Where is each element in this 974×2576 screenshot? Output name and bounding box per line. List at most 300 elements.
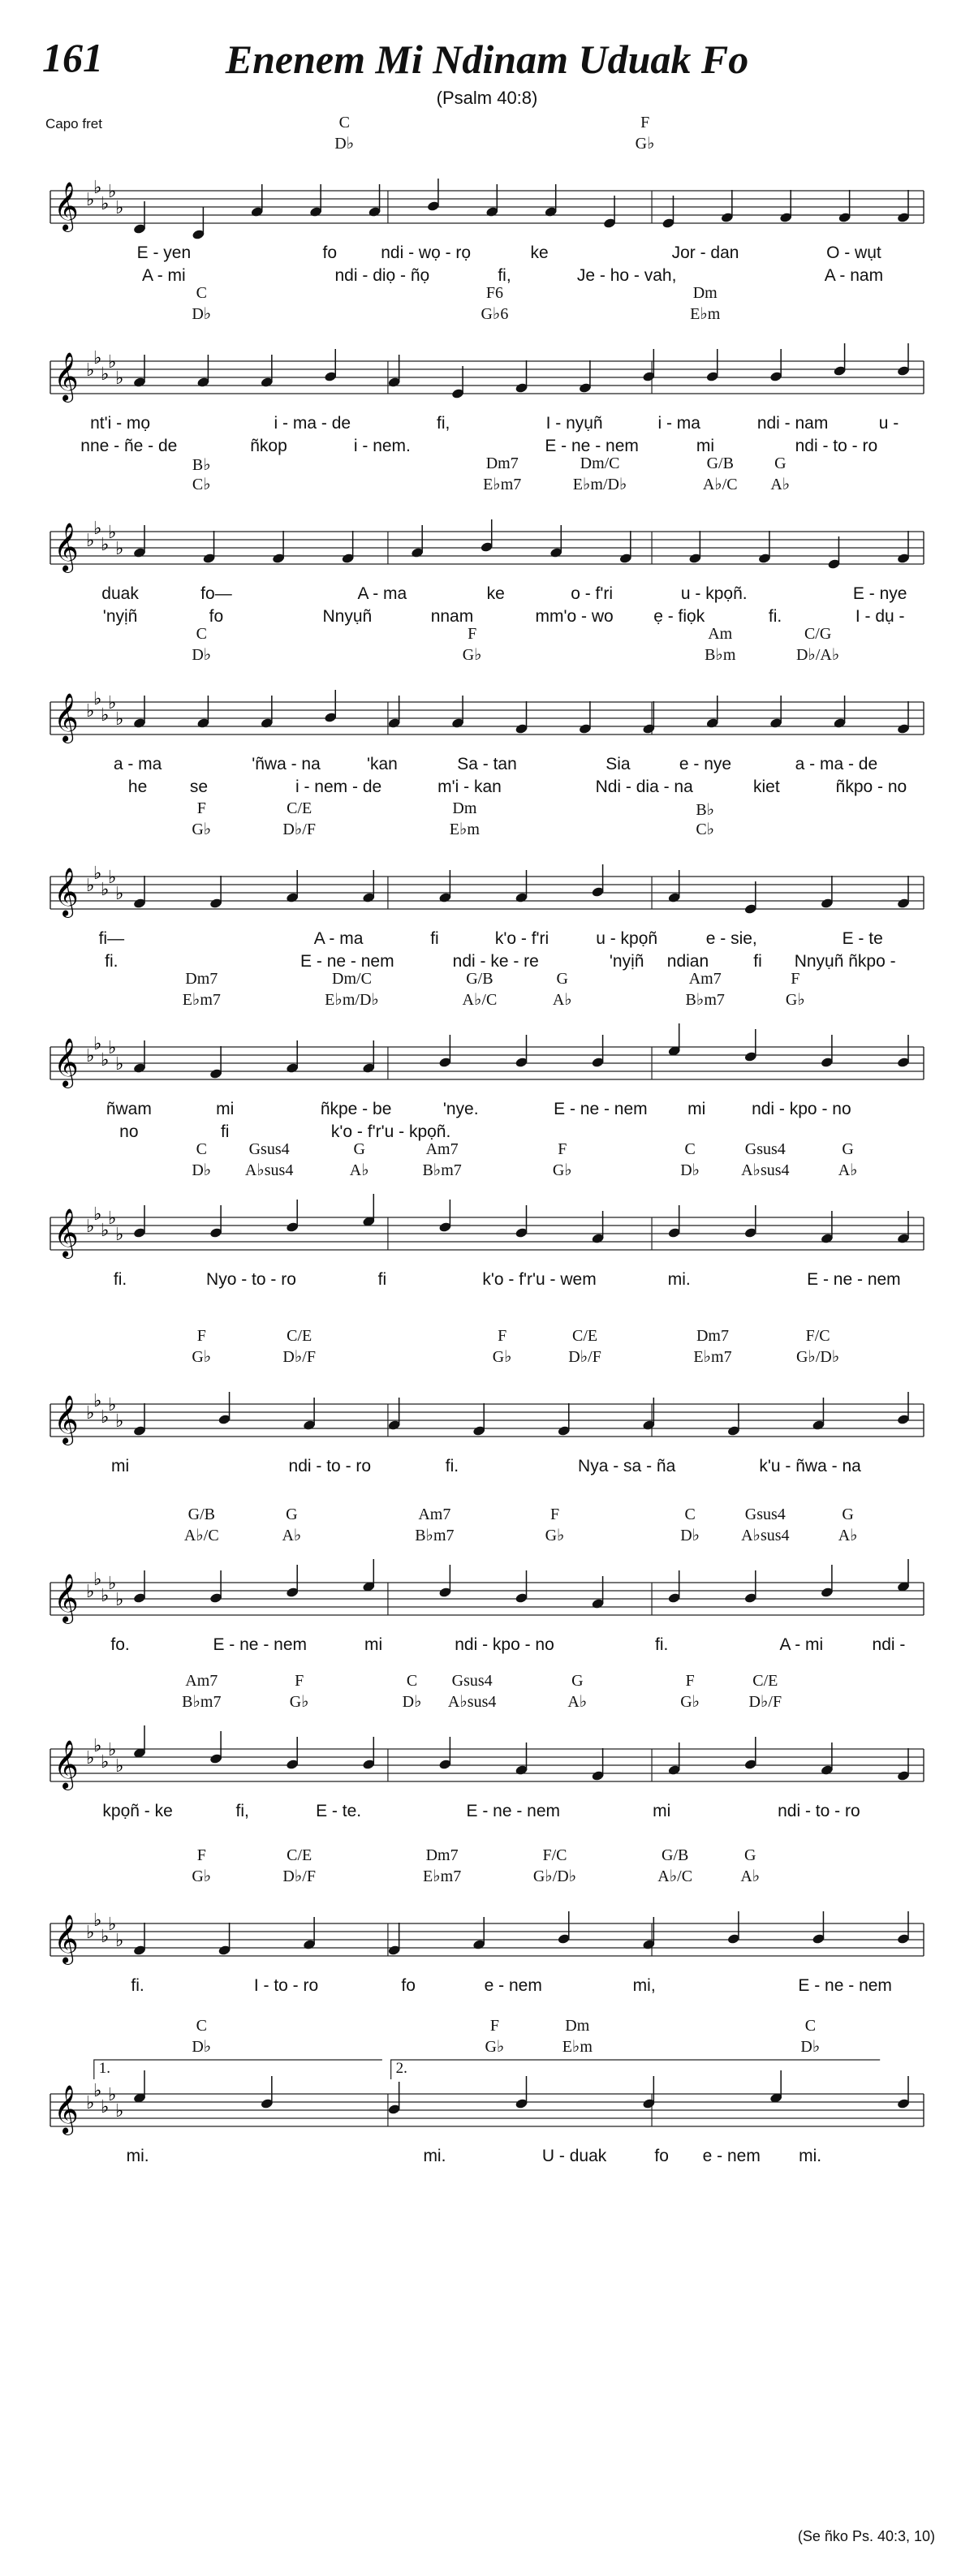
lyric-syllable: Sia — [606, 755, 631, 773]
chord-symbol: C — [804, 2017, 817, 2035]
chord-symbol: Dm/C — [580, 454, 620, 472]
lyric-syllable: E - ne - nem — [807, 1270, 901, 1289]
lyric-syllable: no — [119, 1122, 139, 1141]
lyric-syllable: mi — [110, 1457, 130, 1475]
lyric-syllable: ñwam — [106, 1100, 152, 1118]
lyric-syllable: E - yen — [136, 243, 192, 262]
treble-clef: 𝄞 — [54, 1395, 79, 1444]
lyric-syllable: mi — [696, 437, 715, 455]
key-flat: ♭ — [93, 1736, 102, 1756]
footer-reference: (Se ñko Ps. 40:3, 10) — [797, 2528, 935, 2544]
capo-chord-symbol: D♭/F — [282, 821, 316, 838]
lyric-syllable: i - ma - de — [274, 414, 351, 433]
capo-chord-symbol: A♭sus4 — [741, 1161, 790, 1179]
lyric-syllable: e - nye — [679, 755, 732, 773]
key-flat: ♭ — [115, 198, 124, 218]
key-flat: ♭ — [115, 1054, 124, 1075]
capo-chord-symbol: D♭ — [680, 1527, 700, 1544]
key-flat: ♭ — [86, 1403, 95, 1424]
capo-chord-symbol: A♭sus4 — [741, 1527, 790, 1544]
key-flat: ♭ — [101, 535, 110, 555]
lyric-syllable: A - nam — [824, 266, 884, 285]
lyric-syllable: ñkpo - no — [835, 778, 907, 796]
lyric-syllable: Nyo - to - ro — [206, 1270, 296, 1289]
lyric-syllable: fo. — [110, 1635, 130, 1654]
lyric-syllable: mi. — [667, 1270, 691, 1289]
lyric-syllable: mi, — [632, 1976, 656, 1995]
key-flat: ♭ — [108, 523, 117, 543]
chord-symbol: F — [196, 1846, 206, 1864]
chord-symbol: F — [558, 1140, 567, 1158]
chord-symbol: Dm7 — [425, 1846, 459, 1864]
capo-chord-symbol: D♭ — [402, 1693, 422, 1711]
lyric-syllable: Je - ho - vah, — [576, 266, 677, 285]
capo-chord-symbol: A♭/C — [657, 1867, 693, 1885]
chord-symbol: G/B — [662, 1846, 689, 1864]
key-flat: ♭ — [115, 1411, 124, 1432]
lyric-syllable: mi — [364, 1635, 383, 1654]
scripture-reference: (Psalm 40:8) — [436, 88, 538, 108]
lyric-syllable: fo— — [200, 584, 232, 603]
treble-clef: 𝄞 — [54, 2085, 79, 2134]
lyric-syllable: ndi - — [872, 1635, 906, 1654]
lyric-syllable: I - nyụñ — [545, 414, 603, 433]
key-flat: ♭ — [86, 360, 95, 381]
lyric-syllable: A - mi — [779, 1635, 824, 1654]
lyric-syllable: fo — [401, 1976, 416, 1995]
key-flat: ♭ — [86, 2093, 95, 2113]
treble-clef: 𝄞 — [54, 868, 79, 916]
chord-symbol: F/C — [805, 1327, 830, 1345]
capo-note: Capo fret — [45, 116, 102, 131]
capo-chord-symbol: A♭ — [770, 476, 791, 493]
capo-chord-symbol: D♭ — [192, 1161, 212, 1179]
key-flat: ♭ — [93, 689, 102, 709]
chord-symbol: Gsus4 — [451, 1672, 493, 1690]
volta-bracket — [391, 2060, 881, 2079]
lyric-syllable: E - ne - nem — [213, 1635, 308, 1654]
key-flat: ♭ — [108, 693, 117, 713]
lyric-syllable: fo — [209, 607, 224, 626]
capo-chord-symbol: A♭ — [282, 1527, 302, 1544]
chord-symbol: C/E — [287, 1846, 312, 1864]
music-system — [0, 970, 974, 1140]
lyric-syllable: 'ñwa - na — [252, 755, 321, 773]
chord-symbol: Dm7 — [696, 1327, 729, 1345]
lyric-syllable: A - ma — [313, 929, 364, 948]
chord-symbol: Dm — [452, 799, 477, 817]
lyric-syllable: E - ne - nem — [300, 952, 394, 971]
lyric-syllable: U - duak — [541, 2147, 607, 2165]
chord-symbol: C/E — [752, 1672, 778, 1690]
lyric-syllable: ndi - diọ - ñọ — [334, 266, 430, 285]
lyric-syllable: E - ne - nem — [466, 1802, 561, 1820]
capo-chord-symbol: C♭ — [696, 821, 715, 838]
capo-chord-symbol: A♭ — [838, 1527, 858, 1544]
chord-symbol: G — [286, 1506, 298, 1523]
lyric-syllable: fi. — [655, 1635, 669, 1654]
chord-symbol: C — [196, 1140, 207, 1158]
lyric-syllable: Ndi - dia - na — [595, 778, 693, 796]
music-system — [0, 454, 974, 625]
capo-chord-symbol: G♭ — [785, 991, 805, 1009]
lyric-syllable: A - ma — [357, 584, 407, 603]
lyric-syllable: ndi - kpo - no — [752, 1100, 851, 1118]
lyric-syllable: mi — [216, 1100, 235, 1118]
chord-symbol: F — [295, 1672, 304, 1690]
lyric-syllable: ndi - ke - re — [452, 952, 539, 971]
lyric-syllable: mm'o - wo — [535, 607, 614, 626]
key-flat: ♭ — [108, 1038, 117, 1058]
key-flat: ♭ — [108, 1740, 117, 1760]
capo-chord-symbol: E♭m7 — [423, 1867, 462, 1885]
capo-chord-symbol: E♭m — [449, 821, 480, 838]
lyric-syllable: I - to - ro — [253, 1976, 319, 1995]
capo-chord-symbol: A♭/C — [183, 1527, 219, 1544]
capo-chord-symbol: E♭m — [690, 305, 721, 323]
lyric-syllable: Nnyụñ ñkpo - — [794, 952, 896, 971]
lyric-syllable: fi— — [98, 929, 125, 948]
lyric-syllable: k'u - ñwa - na — [759, 1457, 861, 1475]
lyric-syllable: 'nyịñ — [609, 952, 644, 971]
treble-clef: 𝄞 — [54, 523, 79, 571]
chord-symbol: Dm7 — [485, 454, 519, 472]
chord-symbol: F — [468, 625, 477, 643]
lyric-syllable: 'nye. — [442, 1100, 479, 1118]
chord-symbol: Am7 — [688, 970, 722, 988]
lyric-syllable: nt'i - mọ — [90, 414, 151, 433]
capo-chord-symbol: G♭ — [635, 135, 655, 153]
lyric-syllable: u - kpọñ. — [680, 584, 748, 603]
lyric-syllable: 'nyịñ — [102, 607, 138, 626]
capo-chord-symbol: D♭/F — [282, 1348, 316, 1366]
music-system — [0, 799, 974, 970]
lyric-syllable: a - ma - de — [795, 755, 878, 773]
lyric-syllable: mi — [687, 1100, 706, 1118]
capo-chord-symbol: B♭m7 — [182, 1693, 222, 1711]
lyric-syllable: fi, — [235, 1802, 249, 1820]
lyric-syllable: fi — [430, 929, 439, 948]
capo-chord-symbol: G♭ — [192, 1348, 212, 1366]
capo-chord-symbol: G♭ — [289, 1693, 309, 1711]
lyric-syllable: E - ne - nem — [554, 1100, 648, 1118]
hymn-number: 161 — [42, 35, 103, 80]
ending-label: 1. — [98, 2060, 111, 2077]
key-flat: ♭ — [93, 1910, 102, 1931]
key-flat: ♭ — [86, 1046, 95, 1066]
chord-symbol: F — [685, 1672, 695, 1690]
capo-chord-symbol: G♭ — [485, 2038, 505, 2056]
music-system — [0, 1506, 974, 1676]
lyric-syllable: E - ne - nem — [798, 1976, 892, 1995]
capo-chord-symbol: G♭ — [680, 1693, 700, 1711]
music-system — [0, 625, 974, 795]
lyric-syllable: a - ma — [113, 755, 162, 773]
chord-symbol: F/C — [542, 1846, 567, 1864]
key-flat: ♭ — [115, 884, 124, 904]
key-flat: ♭ — [86, 1217, 95, 1237]
chord-symbol: C/E — [287, 799, 312, 817]
chord-symbol: G — [842, 1140, 854, 1158]
capo-chord-symbol: G♭/D♭ — [795, 1348, 840, 1366]
chord-symbol: F6 — [485, 284, 503, 302]
key-flat: ♭ — [115, 1590, 124, 1610]
chord-symbol: G/B — [466, 970, 493, 988]
treble-clef: 𝄞 — [54, 1740, 79, 1789]
staff — [0, 799, 974, 970]
chord-symbol: G — [744, 1846, 756, 1864]
key-flat: ♭ — [108, 868, 117, 888]
key-flat: ♭ — [93, 1034, 102, 1054]
lyric-syllable: he — [127, 778, 148, 796]
key-flat: ♭ — [108, 1395, 117, 1415]
capo-chord-symbol: D♭ — [680, 1161, 700, 1179]
key-flat: ♭ — [93, 348, 102, 368]
chord-symbol: G — [353, 1140, 365, 1158]
chord-symbol: G — [556, 970, 568, 988]
capo-chord-symbol: A♭ — [349, 1161, 369, 1179]
lyric-syllable: E - te. — [316, 1802, 362, 1820]
lyric-syllable: mi. — [423, 2147, 446, 2165]
lyric-syllable: fo — [322, 243, 338, 262]
lyric-syllable: ndi - wọ - rọ — [381, 243, 472, 262]
key-flat: ♭ — [86, 876, 95, 896]
lyric-syllable: se — [189, 778, 208, 796]
lyric-syllable: Sa - tan — [457, 755, 517, 773]
lyric-syllable: k'o - f'r'u - wem — [482, 1270, 597, 1289]
treble-clef: 𝄞 — [54, 1208, 79, 1257]
lyric-syllable: e - nem — [484, 1976, 542, 1995]
chord-symbol: C — [196, 2017, 207, 2035]
key-flat: ♭ — [93, 2081, 102, 2101]
capo-chord-symbol: G♭/D♭ — [532, 1867, 577, 1885]
lyric-syllable: I - dụ - — [855, 607, 905, 626]
capo-chord-symbol: E♭m — [562, 2038, 593, 2056]
music-system — [0, 1140, 974, 1311]
lyric-syllable: ndi - to - ro — [778, 1802, 860, 1820]
lyric-syllable: o - f'ri — [571, 584, 614, 603]
lyric-syllable: fi. — [445, 1457, 459, 1475]
lyric-syllable: fo — [654, 2147, 669, 2165]
capo-chord-symbol: A♭sus4 — [447, 1693, 497, 1711]
capo-chord-symbol: A♭ — [552, 991, 572, 1009]
lyric-syllable: Jor - dan — [671, 243, 739, 262]
music-system — [0, 2017, 974, 2187]
chord-symbol: Am — [708, 625, 733, 643]
capo-chord-symbol: G♭ — [462, 646, 482, 664]
music-system — [0, 1672, 974, 1842]
chord-symbol: Gsus4 — [248, 1140, 290, 1158]
lyric-syllable: i - nem - de — [295, 778, 382, 796]
lyric-syllable: mi. — [126, 2147, 149, 2165]
chord-symbol: Dm7 — [185, 970, 218, 988]
chord-symbol: C — [338, 114, 350, 131]
lyric-syllable: k'o - f'r'u - kpọñ. — [330, 1122, 451, 1141]
capo-chord-symbol: D♭ — [192, 305, 212, 323]
capo-chord-symbol: D♭/F — [748, 1693, 782, 1711]
chord-symbol: Am7 — [418, 1506, 451, 1523]
capo-chord-symbol: A♭ — [740, 1867, 761, 1885]
capo-chord-symbol: A♭/C — [702, 476, 738, 493]
lyric-syllable: ndi - to - ro — [795, 437, 878, 455]
lyric-syllable: ñkop — [250, 437, 287, 455]
capo-chord-symbol: E♭m7 — [693, 1348, 732, 1366]
key-flat: ♭ — [115, 709, 124, 730]
capo-chord-symbol: A♭ — [567, 1693, 588, 1711]
capo-chord-symbol: D♭/A♭ — [795, 646, 840, 664]
chord-symbol: F — [791, 970, 800, 988]
chord-symbol: Gsus4 — [744, 1140, 786, 1158]
treble-clef: 𝄞 — [54, 352, 79, 401]
treble-clef: 𝄞 — [54, 693, 79, 742]
chord-symbol: C/E — [287, 1327, 312, 1345]
chord-symbol: G — [774, 454, 787, 472]
chord-symbol: C/G — [804, 625, 832, 643]
lyric-syllable: fi — [377, 1270, 387, 1289]
volta-bracket — [94, 2060, 382, 2079]
lyric-syllable: mi — [653, 1802, 671, 1820]
capo-chord-symbol: E♭m/D♭ — [325, 991, 379, 1009]
chord-symbol: C/E — [571, 1327, 598, 1345]
lyric-syllable: E - nye — [852, 584, 907, 603]
lyric-syllable: ndi - nam — [756, 414, 829, 433]
treble-clef: 𝄞 — [54, 1574, 79, 1622]
chord-symbol: G — [571, 1672, 584, 1690]
capo-chord-symbol: B♭m7 — [685, 991, 725, 1009]
lyric-syllable: fi — [753, 952, 762, 971]
chord-symbol: Dm — [565, 2017, 590, 2035]
lyric-syllable: i - nem. — [353, 437, 411, 455]
key-flat: ♭ — [108, 2085, 117, 2105]
lyric-syllable: E - ne - nem — [545, 437, 639, 455]
hymn-title: Enenem Mi Ndinam Uduak Fo — [225, 37, 749, 82]
lyric-syllable: mi. — [799, 2147, 822, 2165]
capo-chord-symbol: B♭m7 — [415, 1527, 455, 1544]
lyric-syllable: kiet — [752, 778, 780, 796]
key-flat: ♭ — [101, 1927, 110, 1947]
capo-chord-symbol: D♭/F — [568, 1348, 601, 1366]
capo-chord-symbol: G♭6 — [481, 305, 509, 323]
key-flat: ♭ — [101, 194, 110, 214]
music-system — [0, 1846, 974, 2017]
key-flat: ♭ — [101, 1050, 110, 1070]
key-flat: ♭ — [108, 352, 117, 373]
music-system — [0, 114, 974, 284]
capo-chord-symbol: D♭ — [192, 646, 212, 664]
chord-symbol: Am7 — [425, 1140, 459, 1158]
lyric-syllable: ndi - kpo - no — [455, 1635, 554, 1654]
key-flat: ♭ — [115, 539, 124, 559]
key-flat: ♭ — [86, 1748, 95, 1768]
lyric-syllable: duak — [101, 584, 139, 603]
key-flat: ♭ — [108, 182, 117, 202]
capo-chord-symbol: C♭ — [192, 476, 211, 493]
lyric-syllable: nnam — [430, 607, 474, 626]
chord-symbol: F — [640, 114, 650, 131]
key-flat: ♭ — [101, 1407, 110, 1428]
key-flat: ♭ — [115, 1225, 124, 1245]
capo-chord-symbol: D♭ — [334, 135, 355, 153]
lyric-syllable: Nya - sa - ña — [578, 1457, 676, 1475]
chord-symbol: C — [684, 1506, 696, 1523]
capo-chord-symbol: G♭ — [552, 1161, 572, 1179]
lyric-syllable: e - nem — [702, 2147, 761, 2165]
chord-symbol: C — [406, 1672, 418, 1690]
key-flat: ♭ — [93, 519, 102, 539]
capo-chord-symbol: A♭ — [838, 1161, 858, 1179]
chord-symbol: C — [196, 284, 207, 302]
treble-clef: 𝄞 — [54, 182, 79, 230]
lyric-syllable: u - kpọñ — [596, 929, 658, 948]
chord-symbol: C — [196, 625, 207, 643]
capo-chord-symbol: A♭/C — [462, 991, 498, 1009]
lyric-syllable: nne - ñe - de — [80, 437, 178, 455]
lyric-syllable: ke — [486, 584, 505, 603]
capo-chord-symbol: E♭m/D♭ — [572, 476, 627, 493]
treble-clef: 𝄞 — [54, 1915, 79, 1963]
key-flat: ♭ — [101, 705, 110, 726]
capo-chord-symbol: G♭ — [192, 821, 212, 838]
ending-label: 2. — [395, 2060, 407, 2077]
capo-chord-symbol: G♭ — [192, 1867, 212, 1885]
chord-symbol: B♭ — [192, 456, 211, 474]
capo-chord-symbol: A♭sus4 — [244, 1161, 294, 1179]
lyric-syllable: fi. — [131, 1976, 144, 1995]
chord-symbol: F — [489, 2017, 499, 2035]
lyric-syllable: ndi - to - ro — [288, 1457, 372, 1475]
key-flat: ♭ — [93, 1391, 102, 1411]
lyric-syllable: i - ma — [657, 414, 700, 433]
chord-symbol: Gsus4 — [744, 1506, 786, 1523]
key-flat: ♭ — [101, 364, 110, 385]
lyric-syllable: u - — [878, 414, 899, 433]
key-flat: ♭ — [86, 531, 95, 551]
key-flat: ♭ — [101, 2097, 110, 2117]
lyric-syllable: E - te — [842, 929, 883, 948]
lyric-syllable: ẹ - fiọk — [653, 607, 705, 626]
lyric-syllable: fi. — [113, 1270, 127, 1289]
key-flat: ♭ — [86, 190, 95, 210]
lyric-syllable: fi. — [768, 607, 782, 626]
key-flat: ♭ — [115, 368, 124, 389]
key-flat: ♭ — [108, 1208, 117, 1229]
chord-symbol: G — [842, 1506, 854, 1523]
chord-symbol: F — [196, 1327, 206, 1345]
lyric-syllable: m'i - kan — [437, 778, 502, 796]
key-flat: ♭ — [115, 2101, 124, 2122]
key-flat: ♭ — [101, 1752, 110, 1773]
lyric-syllable: e - sie, — [705, 929, 757, 948]
lyric-syllable: fi. — [105, 952, 119, 971]
music-system — [0, 284, 974, 454]
key-flat: ♭ — [101, 1586, 110, 1606]
lyric-syllable: A - mi — [142, 266, 186, 285]
lyric-syllable: 'kan — [366, 755, 398, 773]
lyric-syllable: fi — [220, 1122, 230, 1141]
lyric-syllable: k'o - f'ri — [494, 929, 549, 948]
lyric-syllable: Nnyụñ — [322, 607, 373, 626]
capo-chord-symbol: G♭ — [492, 1348, 512, 1366]
lyric-syllable: fi, — [437, 414, 450, 433]
chord-symbol: B♭ — [696, 801, 715, 819]
lyric-syllable: ñkpe - be — [320, 1100, 392, 1118]
capo-chord-symbol: E♭m7 — [483, 476, 522, 493]
treble-clef: 𝄞 — [54, 1038, 79, 1087]
key-flat: ♭ — [93, 1570, 102, 1590]
key-flat: ♭ — [115, 1931, 124, 1951]
capo-chord-symbol: E♭m7 — [182, 991, 221, 1009]
capo-chord-symbol: B♭m — [705, 646, 736, 664]
